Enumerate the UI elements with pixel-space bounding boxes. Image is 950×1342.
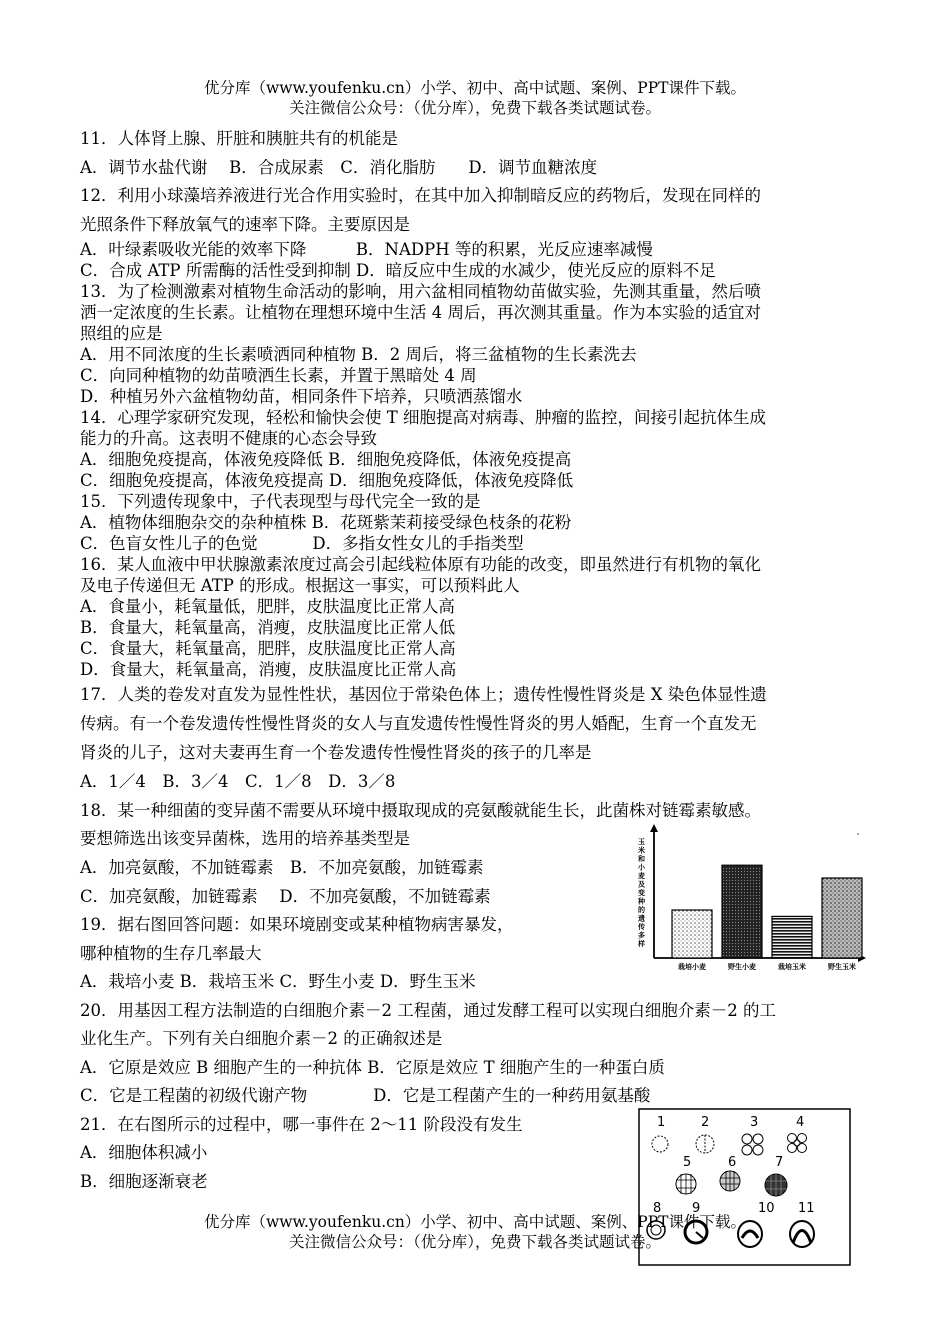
x-tick-label-2: 野生小麦 <box>728 963 756 971</box>
question-12: 12．利用小球藻培养液进行光合作用实验时，在其中加入抑制暗反应的药物后，发现在同样的 <box>80 186 761 205</box>
stage-label-10: 10 <box>758 1201 775 1216</box>
y-axis-arrow <box>650 824 658 832</box>
question-15-options-cd: C．色盲女性儿子的色觉 D．多指女性女儿的手指类型 <box>80 534 524 553</box>
question-18-options-ab: A．加亮氨酸，不加链霉素 B．不加亮氨酸，加链霉素 <box>80 858 484 877</box>
stage-label-8: 8 <box>653 1201 662 1216</box>
question-21: 21．在右图所示的过程中，哪一事件在 2～11 阶段没有发生 <box>80 1115 523 1134</box>
bar-3 <box>772 916 812 958</box>
question-12-options-ab: A．叶绿素吸收光能的效率下降 B．NADPH 等的积累，光反应速率减慢 <box>80 240 653 259</box>
question-20: 20．用基因工程方法制造的白细胞介素－2 工程菌，通过发酵工程可以实现白细胞介素－2 的工 <box>80 1001 776 1020</box>
question-17-options: A．1／4 B．3／4 C．1／8 D．3／8 <box>80 772 396 791</box>
question-16-option-d: D．食量大，耗氧量高，消瘦，皮肤温度比正常人高 <box>80 660 457 679</box>
question-12-options-cd: C．合成 ATP 所需酶的活性受到抑制 D．暗反应中生成的水减少，使光反应的原料不足 <box>80 261 716 280</box>
question-16-option-c: C．食量大，耗氧量高，肥胖，皮肤温度比正常人高 <box>80 639 456 658</box>
bar-1 <box>672 910 712 958</box>
question-18-options-cd: C．加亮氨酸，加链霉素 D．不加亮氨酸，不加链霉素 <box>80 887 491 906</box>
question-15: 15．下列遗传现象中，子代表现型与母代完全一致的是 <box>80 492 481 511</box>
question-19: 19．据右图回答问题：如果环境剧变或某种植物病害暴发， <box>80 915 514 934</box>
question-13-options-ab: A．用不同浓度的生长素喷洒同种植物 B．2 周后，将三盆植物的生长素洗去 <box>80 345 637 364</box>
question-14-line-2: 能力的升高。这表明不健康的心态会导致 <box>80 429 377 448</box>
stage-label-5: 5 <box>683 1155 692 1170</box>
bar-2 <box>722 865 762 958</box>
x-tick-label-3: 栽培玉米 <box>778 963 806 971</box>
question-13-line-2: 洒一定浓度的生长素。让植物在理想环境中生活 4 周后，再次测其重量。作为本实验的适宜对 <box>80 303 761 322</box>
stage-label-6: 6 <box>728 1155 737 1170</box>
question-19-options: A．栽培小麦 B．栽培玉米 C．野生小麦 D．野生玉米 <box>80 972 476 991</box>
question-13: 13．为了检测激素对植物生命活动的影响，用六盆相同植物幼苗做实验，先测其重量，然后喷 <box>80 282 761 301</box>
question-16-option-b: B．食量大，耗氧量高，消瘦，皮肤温度比正常人低 <box>80 618 456 637</box>
header-line-1: 优分库（www.youfenku.cn）小学、初中、高中试题、案例、PPT课件下载。 <box>203 79 747 97</box>
question-17-line-3: 肾炎的儿子，这对夫妻再生育一个卷发遗传性慢性肾炎的孩子的几率是 <box>80 743 592 762</box>
footer-line-2: 关注微信公众号：（优分库），免费下载各类试题试卷。 <box>288 1233 661 1251</box>
x-tick-label-4: 野生玉米 <box>828 963 856 971</box>
question-15-options-ab: A．植物体细胞杂交的杂种植株 B．花斑紫茉莉接受绿色枝条的花粉 <box>80 513 572 532</box>
question-16-option-a: A．食量小，耗氧量低，肥胖，皮肤温度比正常人高 <box>80 597 455 616</box>
question-14-options-ab: A．细胞免疫提高，体液免疫降低 B．细胞免疫降低，体液免疫提高 <box>80 450 572 469</box>
stage-label-11: 11 <box>798 1201 815 1216</box>
x-tick-label-1: 栽培小麦 <box>678 963 706 971</box>
question-20-line-2: 业化生产。下列有关白细胞介素－2 的正确叙述是 <box>80 1029 443 1048</box>
stage-label-1: 1 <box>657 1115 666 1130</box>
question-18-line-2: 要想筛选出该变异菌株，选用的培养基类型是 <box>80 829 410 848</box>
question-13-option-d: D．种植另外六盆植物幼苗，相同条件下培养，只喷洒蒸馏水 <box>80 387 523 406</box>
stage-label-9: 9 <box>692 1201 701 1216</box>
chart-speck <box>857 833 859 835</box>
question-12-line-2: 光照条件下释放氧气的速率下降。主要原因是 <box>80 215 410 234</box>
question-14: 14．心理学家研究发现，轻松和愉快会使 T 细胞提高对病毒、肿瘤的监控，间接引起抗体生成 <box>80 408 766 427</box>
bar-4 <box>822 878 862 958</box>
question-21-option-b: B．细胞逐渐衰老 <box>80 1172 208 1191</box>
footer-line-1: 优分库（www.youfenku.cn）小学、初中、高中试题、案例、PPT课件下载。 <box>203 1213 747 1231</box>
question-21-option-a: A．细胞体积减小 <box>80 1143 208 1162</box>
y-axis-label: 玉米和小麦及变种的遗传多样 <box>638 838 645 948</box>
question-20-options-cd: C．它是工程菌的初级代谢产物 D．它是工程菌产生的一种药用氨基酸 <box>80 1086 651 1105</box>
header-line-2: 关注微信公众号：（优分库），免费下载各类试题试卷。 <box>288 99 661 117</box>
stage-label-3: 3 <box>750 1115 759 1130</box>
stage-label-2: 2 <box>701 1115 710 1130</box>
question-16-line-2: 及电子传递但无 ATP 的形成。根据这一事实，可以预料此人 <box>80 576 520 595</box>
question-20-options-ab: A．它原是效应 B 细胞产生的一种抗体 B．它原是效应 T 细胞产生的一种蛋白质 <box>80 1058 665 1077</box>
question-13-line-3: 照组的应是 <box>80 324 163 343</box>
question-17: 17．人类的卷发对直发为显性性状，基因位于常染色体上；遗传性慢性肾炎是 X 染色体显性遗 <box>80 685 767 704</box>
question-18: 18．某一种细菌的变异菌不需要从环境中摄取现成的亮氨酸就能生长，此菌株对链霉素敏感。 <box>80 801 761 820</box>
stage-label-7: 7 <box>775 1155 784 1170</box>
question-17-line-2: 传病。有一个卷发遗传性慢性肾炎的女人与直发遗传性慢性肾炎的男人婚配，生育一个直发无 <box>80 714 757 733</box>
question-11: 11．人体肾上腺、肝脏和胰脏共有的机能是 <box>80 129 398 148</box>
stage-label-4: 4 <box>796 1115 805 1130</box>
question-16: 16．某人血液中甲状腺激素浓度过高会引起线粒体原有功能的改变，即虽然进行有机物的氧化 <box>80 555 761 574</box>
genetic-diversity-bar-chart <box>626 822 871 980</box>
question-14-options-cd: C．细胞免疫提高，体液免疫提高 D．细胞免疫降低，体液免疫降低 <box>80 471 574 490</box>
question-13-option-c: C．向同种植物的幼苗喷洒生长素，并置于黑暗处 4 周 <box>80 366 477 385</box>
question-11-options: A．调节水盐代谢 B．合成尿素 C．消化脂肪 D．调节血糖浓度 <box>80 158 598 177</box>
question-19-line-2: 哪种植物的生存几率最大 <box>80 944 262 963</box>
